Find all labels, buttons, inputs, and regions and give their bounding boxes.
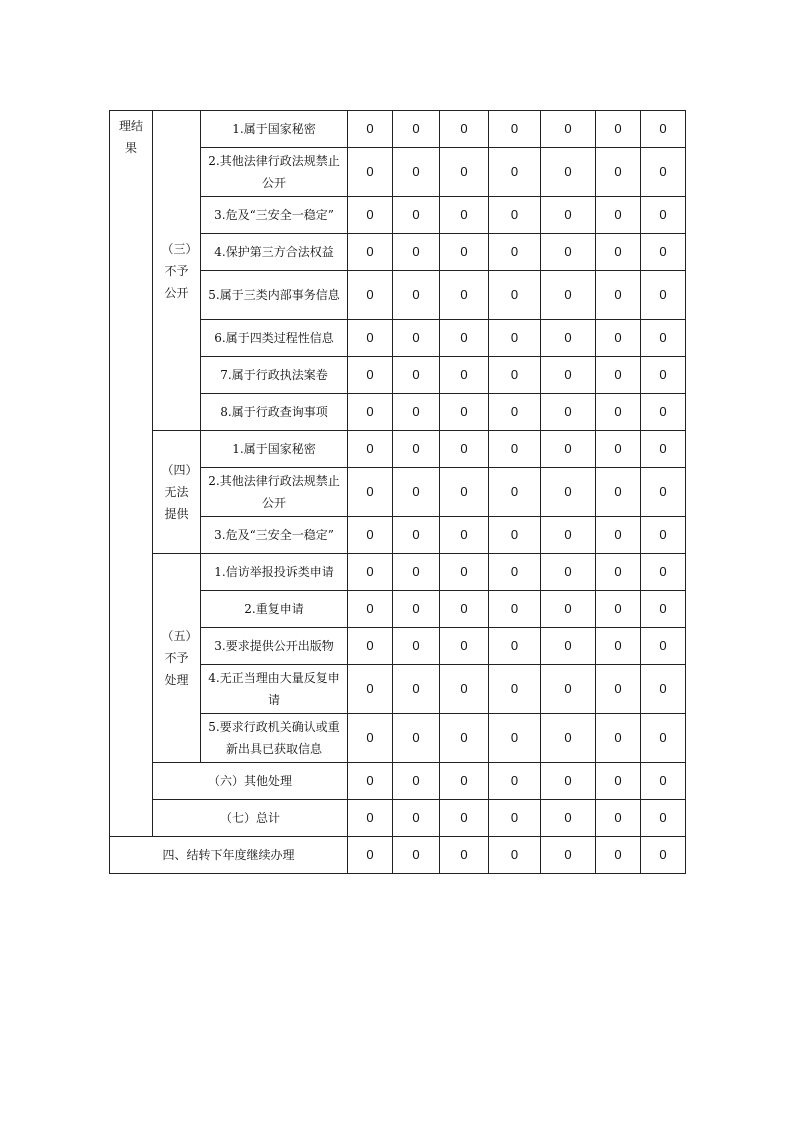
value-cell: 0 (596, 197, 641, 234)
value-cell: 0 (489, 591, 541, 628)
item-label: 3.危及“三安全一稳定” (201, 197, 348, 234)
value-cell: 0 (641, 628, 686, 665)
value-cell: 0 (541, 148, 596, 197)
table-row (110, 554, 686, 591)
value-cell: 0 (393, 148, 440, 197)
value-cell: 0 (641, 148, 686, 197)
group-label-cell (153, 111, 201, 431)
value-cell: 0 (489, 320, 541, 357)
value-cell: 0 (489, 665, 541, 714)
value-cell: 0 (541, 111, 596, 148)
value-cell: 0 (541, 394, 596, 431)
value-cell: 0 (596, 517, 641, 554)
group-label: （五）不予处理 (161, 629, 198, 687)
value-cell: 0 (348, 763, 393, 800)
value-cell: 0 (489, 111, 541, 148)
value-cell: 0 (596, 357, 641, 394)
value-cell: 0 (596, 468, 641, 517)
value-cell: 0 (393, 234, 440, 271)
row-label: 四、结转下年度继续办理 (110, 837, 348, 874)
value-cell: 0 (641, 763, 686, 800)
item-label: 3.要求提供公开出版物 (201, 628, 348, 665)
value-cell: 0 (348, 800, 393, 837)
value-cell: 0 (393, 357, 440, 394)
value-cell: 0 (489, 763, 541, 800)
value-cell: 0 (489, 554, 541, 591)
value-cell: 0 (489, 431, 541, 468)
value-cell: 0 (489, 234, 541, 271)
value-cell: 0 (393, 837, 440, 874)
item-label: 4.无正当理由大量反复申请 (201, 665, 348, 714)
value-cell: 0 (440, 714, 489, 763)
value-cell: 0 (489, 357, 541, 394)
value-cell: 0 (348, 111, 393, 148)
value-cell: 0 (641, 394, 686, 431)
value-cell: 0 (541, 320, 596, 357)
value-cell: 0 (393, 111, 440, 148)
value-cell: 0 (541, 665, 596, 714)
value-cell: 0 (440, 111, 489, 148)
item-label: 8.属于行政查询事项 (201, 394, 348, 431)
value-cell: 0 (541, 271, 596, 320)
value-cell: 0 (489, 800, 541, 837)
value-cell: 0 (541, 357, 596, 394)
value-cell: 0 (440, 800, 489, 837)
item-label: 5.属于三类内部事务信息 (201, 271, 348, 320)
value-cell: 0 (489, 468, 541, 517)
value-cell: 0 (393, 197, 440, 234)
item-label: 3.危及“三安全一稳定” (201, 517, 348, 554)
value-cell: 0 (641, 357, 686, 394)
value-cell: 0 (641, 234, 686, 271)
value-cell: 0 (489, 837, 541, 874)
statistics-table (109, 110, 686, 874)
value-cell: 0 (596, 591, 641, 628)
value-cell: 0 (348, 714, 393, 763)
value-cell: 0 (393, 271, 440, 320)
row-label: （七）总计 (153, 800, 348, 837)
value-cell: 0 (541, 714, 596, 763)
value-cell: 0 (393, 517, 440, 554)
value-cell: 0 (348, 357, 393, 394)
value-cell: 0 (489, 714, 541, 763)
value-cell: 0 (440, 665, 489, 714)
value-cell: 0 (393, 591, 440, 628)
value-cell: 0 (393, 431, 440, 468)
value-cell: 0 (641, 271, 686, 320)
value-cell: 0 (541, 837, 596, 874)
item-label: 1.属于国家秘密 (201, 431, 348, 468)
value-cell: 0 (596, 431, 641, 468)
item-label: 4.保护第三方合法权益 (201, 234, 348, 271)
value-cell: 0 (596, 714, 641, 763)
value-cell: 0 (596, 554, 641, 591)
value-cell: 0 (641, 714, 686, 763)
table-row (110, 837, 686, 874)
value-cell: 0 (440, 431, 489, 468)
group-label-cell (153, 431, 201, 554)
value-cell: 0 (348, 394, 393, 431)
value-cell: 0 (489, 148, 541, 197)
value-cell: 0 (541, 234, 596, 271)
value-cell: 0 (440, 517, 489, 554)
value-cell: 0 (596, 148, 641, 197)
value-cell: 0 (641, 320, 686, 357)
value-cell: 0 (348, 517, 393, 554)
value-cell: 0 (348, 665, 393, 714)
value-cell: 0 (348, 468, 393, 517)
table-row (110, 431, 686, 468)
value-cell: 0 (393, 394, 440, 431)
value-cell: 0 (393, 320, 440, 357)
table-row (110, 111, 686, 148)
value-cell: 0 (440, 628, 489, 665)
item-label: 1.信访举报投诉类申请 (201, 554, 348, 591)
value-cell: 0 (596, 111, 641, 148)
value-cell: 0 (541, 628, 596, 665)
value-cell: 0 (641, 554, 686, 591)
value-cell: 0 (596, 837, 641, 874)
value-cell: 0 (541, 517, 596, 554)
value-cell: 0 (440, 468, 489, 517)
section-label: 理结果 (118, 119, 143, 155)
value-cell: 0 (440, 554, 489, 591)
value-cell: 0 (348, 197, 393, 234)
value-cell: 0 (348, 591, 393, 628)
value-cell: 0 (440, 837, 489, 874)
value-cell: 0 (393, 628, 440, 665)
table-row (110, 763, 686, 800)
value-cell: 0 (393, 468, 440, 517)
value-cell: 0 (348, 320, 393, 357)
value-cell: 0 (440, 763, 489, 800)
value-cell: 0 (489, 271, 541, 320)
value-cell: 0 (348, 628, 393, 665)
value-cell: 0 (596, 234, 641, 271)
value-cell: 0 (541, 468, 596, 517)
value-cell: 0 (393, 763, 440, 800)
value-cell: 0 (348, 431, 393, 468)
value-cell: 0 (440, 591, 489, 628)
value-cell: 0 (641, 468, 686, 517)
value-cell: 0 (348, 554, 393, 591)
value-cell: 0 (348, 837, 393, 874)
value-cell: 0 (596, 665, 641, 714)
row-label: （六）其他处理 (153, 763, 348, 800)
group-label: （四）无法提供 (161, 463, 198, 521)
value-cell: 0 (596, 800, 641, 837)
value-cell: 0 (541, 197, 596, 234)
item-label: 6.属于四类过程性信息 (201, 320, 348, 357)
group-label: （三）不予公开 (161, 241, 198, 300)
value-cell: 0 (489, 628, 541, 665)
item-label: 2.其他法律行政法规禁止公开 (201, 148, 348, 197)
value-cell: 0 (596, 320, 641, 357)
value-cell: 0 (641, 591, 686, 628)
value-cell: 0 (541, 554, 596, 591)
value-cell: 0 (641, 837, 686, 874)
value-cell: 0 (541, 431, 596, 468)
value-cell: 0 (440, 394, 489, 431)
value-cell: 0 (440, 357, 489, 394)
value-cell: 0 (641, 517, 686, 554)
item-label: 2.其他法律行政法规禁止公开 (201, 468, 348, 517)
value-cell: 0 (596, 271, 641, 320)
value-cell: 0 (393, 665, 440, 714)
value-cell: 0 (489, 517, 541, 554)
value-cell: 0 (489, 197, 541, 234)
value-cell: 0 (541, 763, 596, 800)
value-cell: 0 (440, 271, 489, 320)
item-label: 1.属于国家秘密 (201, 111, 348, 148)
value-cell: 0 (348, 234, 393, 271)
value-cell: 0 (393, 714, 440, 763)
section-label-cell (110, 111, 153, 837)
value-cell: 0 (393, 554, 440, 591)
value-cell: 0 (440, 320, 489, 357)
group-label-cell (153, 554, 201, 763)
value-cell: 0 (641, 665, 686, 714)
value-cell: 0 (596, 763, 641, 800)
value-cell: 0 (489, 394, 541, 431)
item-label: 7.属于行政执法案卷 (201, 357, 348, 394)
item-label: 5.要求行政机关确认或重新出具已获取信息 (201, 714, 348, 763)
value-cell: 0 (596, 394, 641, 431)
value-cell: 0 (440, 148, 489, 197)
value-cell: 0 (596, 628, 641, 665)
value-cell: 0 (348, 271, 393, 320)
table-row (110, 800, 686, 837)
value-cell: 0 (641, 111, 686, 148)
value-cell: 0 (541, 800, 596, 837)
value-cell: 0 (641, 197, 686, 234)
value-cell: 0 (440, 234, 489, 271)
item-label: 2.重复申请 (201, 591, 348, 628)
value-cell: 0 (641, 800, 686, 837)
value-cell: 0 (348, 148, 393, 197)
value-cell: 0 (541, 591, 596, 628)
value-cell: 0 (440, 197, 489, 234)
value-cell: 0 (393, 800, 440, 837)
value-cell: 0 (641, 431, 686, 468)
